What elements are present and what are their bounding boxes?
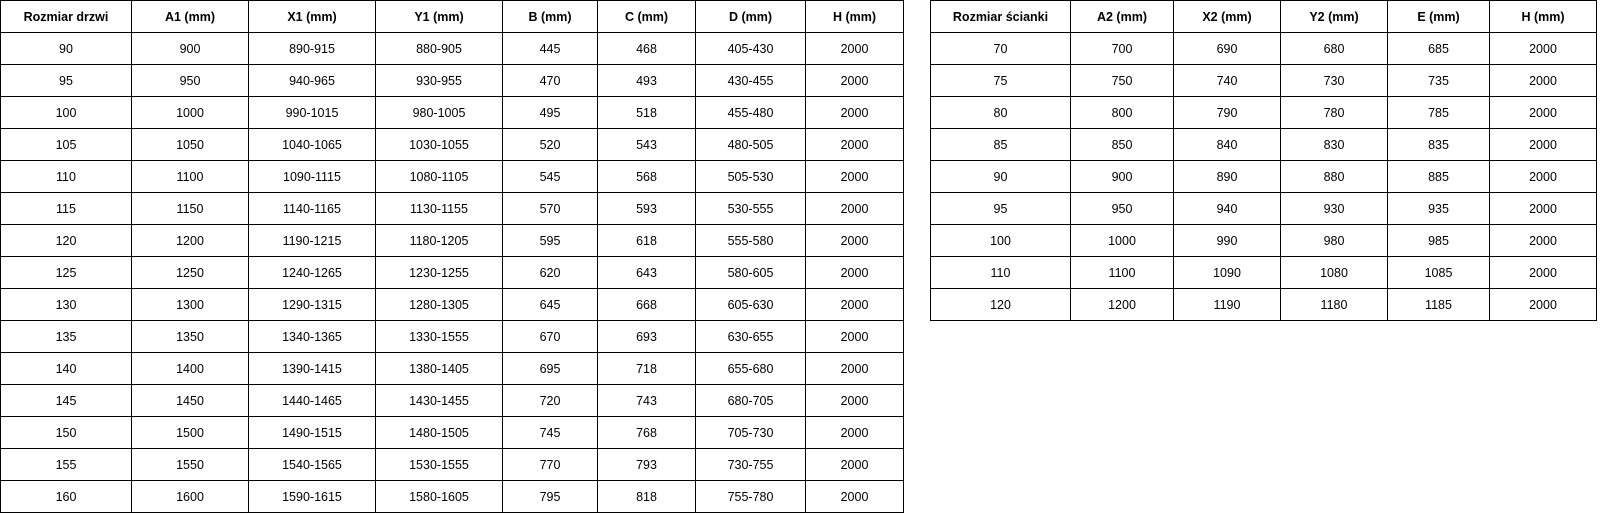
cell: 1150 <box>132 193 249 225</box>
cell: 818 <box>598 481 696 513</box>
cell: 1090-1115 <box>249 161 376 193</box>
cell: 880-905 <box>376 33 503 65</box>
cell: 570 <box>503 193 598 225</box>
cell: 90 <box>931 161 1071 193</box>
cell: 930-955 <box>376 65 503 97</box>
cell: 890-915 <box>249 33 376 65</box>
walls-dimensions-table <box>930 0 1597 321</box>
cell: 520 <box>503 129 598 161</box>
cell: 75 <box>931 65 1071 97</box>
cell: 505-530 <box>696 161 806 193</box>
cell: 980-1005 <box>376 97 503 129</box>
table-row <box>1 417 904 449</box>
cell: 835 <box>1388 129 1490 161</box>
cell: 2000 <box>806 129 904 161</box>
cell: 1040-1065 <box>249 129 376 161</box>
column-header: E (mm) <box>1388 1 1490 33</box>
cell: 935 <box>1388 193 1490 225</box>
table-row <box>931 161 1597 193</box>
table-header-row <box>1 1 904 33</box>
table-row <box>1 481 904 513</box>
cell: 785 <box>1388 97 1490 129</box>
cell: 1300 <box>132 289 249 321</box>
cell: 580-605 <box>696 257 806 289</box>
cell: 1085 <box>1388 257 1490 289</box>
cell: 1130-1155 <box>376 193 503 225</box>
table-row <box>1 161 904 193</box>
cell: 95 <box>931 193 1071 225</box>
cell: 680-705 <box>696 385 806 417</box>
cell: 1000 <box>1071 225 1174 257</box>
table-row <box>931 225 1597 257</box>
cell: 940-965 <box>249 65 376 97</box>
column-header: Y2 (mm) <box>1281 1 1388 33</box>
cell: 568 <box>598 161 696 193</box>
cell: 830 <box>1281 129 1388 161</box>
cell: 705-730 <box>696 417 806 449</box>
cell: 1190-1215 <box>249 225 376 257</box>
cell: 120 <box>1 225 132 257</box>
cell: 2000 <box>806 449 904 481</box>
cell: 940 <box>1174 193 1281 225</box>
cell: 790 <box>1174 97 1281 129</box>
column-header: H (mm) <box>1490 1 1597 33</box>
cell: 985 <box>1388 225 1490 257</box>
cell: 1490-1515 <box>249 417 376 449</box>
cell: 900 <box>1071 161 1174 193</box>
cell: 1185 <box>1388 289 1490 321</box>
cell: 1350 <box>132 321 249 353</box>
cell: 1330-1555 <box>376 321 503 353</box>
cell: 880 <box>1281 161 1388 193</box>
cell: 990 <box>1174 225 1281 257</box>
column-header: A1 (mm) <box>132 1 249 33</box>
cell: 85 <box>931 129 1071 161</box>
cell: 2000 <box>806 161 904 193</box>
cell: 2000 <box>806 65 904 97</box>
column-header: C (mm) <box>598 1 696 33</box>
cell: 545 <box>503 161 598 193</box>
table-row <box>1 33 904 65</box>
cell: 885 <box>1388 161 1490 193</box>
table-row <box>1 289 904 321</box>
cell: 125 <box>1 257 132 289</box>
cell: 643 <box>598 257 696 289</box>
cell: 2000 <box>1490 161 1597 193</box>
column-header: Rozmiar drzwi <box>1 1 132 33</box>
cell: 1400 <box>132 353 249 385</box>
table-row <box>1 257 904 289</box>
cell: 1440-1465 <box>249 385 376 417</box>
cell: 735 <box>1388 65 1490 97</box>
cell: 990-1015 <box>249 97 376 129</box>
column-header: A2 (mm) <box>1071 1 1174 33</box>
table-row <box>1 353 904 385</box>
cell: 95 <box>1 65 132 97</box>
cell: 595 <box>503 225 598 257</box>
table-row <box>1 65 904 97</box>
cell: 930 <box>1281 193 1388 225</box>
walls-dimensions-table-container <box>930 0 1597 321</box>
cell: 2000 <box>806 417 904 449</box>
cell: 2000 <box>806 353 904 385</box>
cell: 110 <box>931 257 1071 289</box>
cell: 1140-1165 <box>249 193 376 225</box>
table-row <box>1 449 904 481</box>
table-row <box>931 257 1597 289</box>
column-header: X2 (mm) <box>1174 1 1281 33</box>
cell: 110 <box>1 161 132 193</box>
cell: 1290-1315 <box>249 289 376 321</box>
cell: 700 <box>1071 33 1174 65</box>
cell: 100 <box>931 225 1071 257</box>
cell: 1480-1505 <box>376 417 503 449</box>
cell: 1080-1105 <box>376 161 503 193</box>
table-row <box>1 97 904 129</box>
cell: 150 <box>1 417 132 449</box>
cell: 840 <box>1174 129 1281 161</box>
cell: 2000 <box>806 385 904 417</box>
cell: 130 <box>1 289 132 321</box>
cell: 2000 <box>806 193 904 225</box>
cell: 2000 <box>1490 97 1597 129</box>
cell: 890 <box>1174 161 1281 193</box>
cell: 1380-1405 <box>376 353 503 385</box>
cell: 630-655 <box>696 321 806 353</box>
cell: 1080 <box>1281 257 1388 289</box>
cell: 1180-1205 <box>376 225 503 257</box>
cell: 70 <box>931 33 1071 65</box>
cell: 1430-1455 <box>376 385 503 417</box>
column-header: B (mm) <box>503 1 598 33</box>
table-header-row <box>931 1 1597 33</box>
cell: 720 <box>503 385 598 417</box>
cell: 950 <box>1071 193 1174 225</box>
cell: 2000 <box>1490 65 1597 97</box>
cell: 780 <box>1281 97 1388 129</box>
cell: 455-480 <box>696 97 806 129</box>
cell: 1600 <box>132 481 249 513</box>
cell: 655-680 <box>696 353 806 385</box>
cell: 2000 <box>806 321 904 353</box>
cell: 680 <box>1281 33 1388 65</box>
cell: 793 <box>598 449 696 481</box>
table-row <box>1 385 904 417</box>
cell: 470 <box>503 65 598 97</box>
cell: 900 <box>132 33 249 65</box>
table-row <box>931 193 1597 225</box>
cell: 745 <box>503 417 598 449</box>
cell: 1200 <box>1071 289 1174 321</box>
cell: 620 <box>503 257 598 289</box>
cell: 468 <box>598 33 696 65</box>
cell: 1280-1305 <box>376 289 503 321</box>
cell: 980 <box>1281 225 1388 257</box>
cell: 480-505 <box>696 129 806 161</box>
table-row <box>931 65 1597 97</box>
column-header: Y1 (mm) <box>376 1 503 33</box>
cell: 670 <box>503 321 598 353</box>
column-header: H (mm) <box>806 1 904 33</box>
table-row <box>931 289 1597 321</box>
cell: 530-555 <box>696 193 806 225</box>
cell: 1200 <box>132 225 249 257</box>
cell: 1230-1255 <box>376 257 503 289</box>
cell: 445 <box>503 33 598 65</box>
cell: 1250 <box>132 257 249 289</box>
cell: 1190 <box>1174 289 1281 321</box>
cell: 555-580 <box>696 225 806 257</box>
cell: 950 <box>132 65 249 97</box>
cell: 543 <box>598 129 696 161</box>
cell: 160 <box>1 481 132 513</box>
table-row <box>1 225 904 257</box>
cell: 405-430 <box>696 33 806 65</box>
cell: 2000 <box>1490 257 1597 289</box>
cell: 1050 <box>132 129 249 161</box>
cell: 2000 <box>806 33 904 65</box>
cell: 2000 <box>806 257 904 289</box>
cell: 1030-1055 <box>376 129 503 161</box>
cell: 605-630 <box>696 289 806 321</box>
cell: 1590-1615 <box>249 481 376 513</box>
table-row <box>1 129 904 161</box>
cell: 2000 <box>1490 129 1597 161</box>
cell: 730-755 <box>696 449 806 481</box>
cell: 1390-1415 <box>249 353 376 385</box>
cell: 115 <box>1 193 132 225</box>
column-header: X1 (mm) <box>249 1 376 33</box>
cell: 1530-1555 <box>376 449 503 481</box>
cell: 668 <box>598 289 696 321</box>
table-row <box>931 129 1597 161</box>
cell: 718 <box>598 353 696 385</box>
cell: 1540-1565 <box>249 449 376 481</box>
cell: 80 <box>931 97 1071 129</box>
cell: 1100 <box>132 161 249 193</box>
cell: 795 <box>503 481 598 513</box>
cell: 593 <box>598 193 696 225</box>
table-row <box>931 97 1597 129</box>
cell: 800 <box>1071 97 1174 129</box>
cell: 1550 <box>132 449 249 481</box>
cell: 145 <box>1 385 132 417</box>
cell: 495 <box>503 97 598 129</box>
table-row <box>1 193 904 225</box>
cell: 850 <box>1071 129 1174 161</box>
cell: 695 <box>503 353 598 385</box>
cell: 690 <box>1174 33 1281 65</box>
cell: 1450 <box>132 385 249 417</box>
cell: 1240-1265 <box>249 257 376 289</box>
cell: 1000 <box>132 97 249 129</box>
cell: 730 <box>1281 65 1388 97</box>
cell: 100 <box>1 97 132 129</box>
cell: 750 <box>1071 65 1174 97</box>
cell: 135 <box>1 321 132 353</box>
cell: 2000 <box>1490 193 1597 225</box>
cell: 2000 <box>806 289 904 321</box>
cell: 770 <box>503 449 598 481</box>
table-row <box>1 321 904 353</box>
cell: 755-780 <box>696 481 806 513</box>
cell: 120 <box>931 289 1071 321</box>
cell: 1500 <box>132 417 249 449</box>
cell: 1340-1365 <box>249 321 376 353</box>
cell: 2000 <box>1490 33 1597 65</box>
column-header: Rozmiar ścianki <box>931 1 1071 33</box>
cell: 140 <box>1 353 132 385</box>
cell: 430-455 <box>696 65 806 97</box>
cell: 2000 <box>1490 289 1597 321</box>
cell: 90 <box>1 33 132 65</box>
table-row <box>931 33 1597 65</box>
cell: 1180 <box>1281 289 1388 321</box>
cell: 1100 <box>1071 257 1174 289</box>
cell: 155 <box>1 449 132 481</box>
cell: 493 <box>598 65 696 97</box>
cell: 740 <box>1174 65 1281 97</box>
cell: 743 <box>598 385 696 417</box>
cell: 693 <box>598 321 696 353</box>
cell: 1090 <box>1174 257 1281 289</box>
cell: 518 <box>598 97 696 129</box>
cell: 2000 <box>806 97 904 129</box>
cell: 645 <box>503 289 598 321</box>
column-header: D (mm) <box>696 1 806 33</box>
cell: 2000 <box>806 481 904 513</box>
cell: 2000 <box>1490 225 1597 257</box>
cell: 685 <box>1388 33 1490 65</box>
cell: 618 <box>598 225 696 257</box>
cell: 105 <box>1 129 132 161</box>
cell: 2000 <box>806 225 904 257</box>
cell: 768 <box>598 417 696 449</box>
cell: 1580-1605 <box>376 481 503 513</box>
